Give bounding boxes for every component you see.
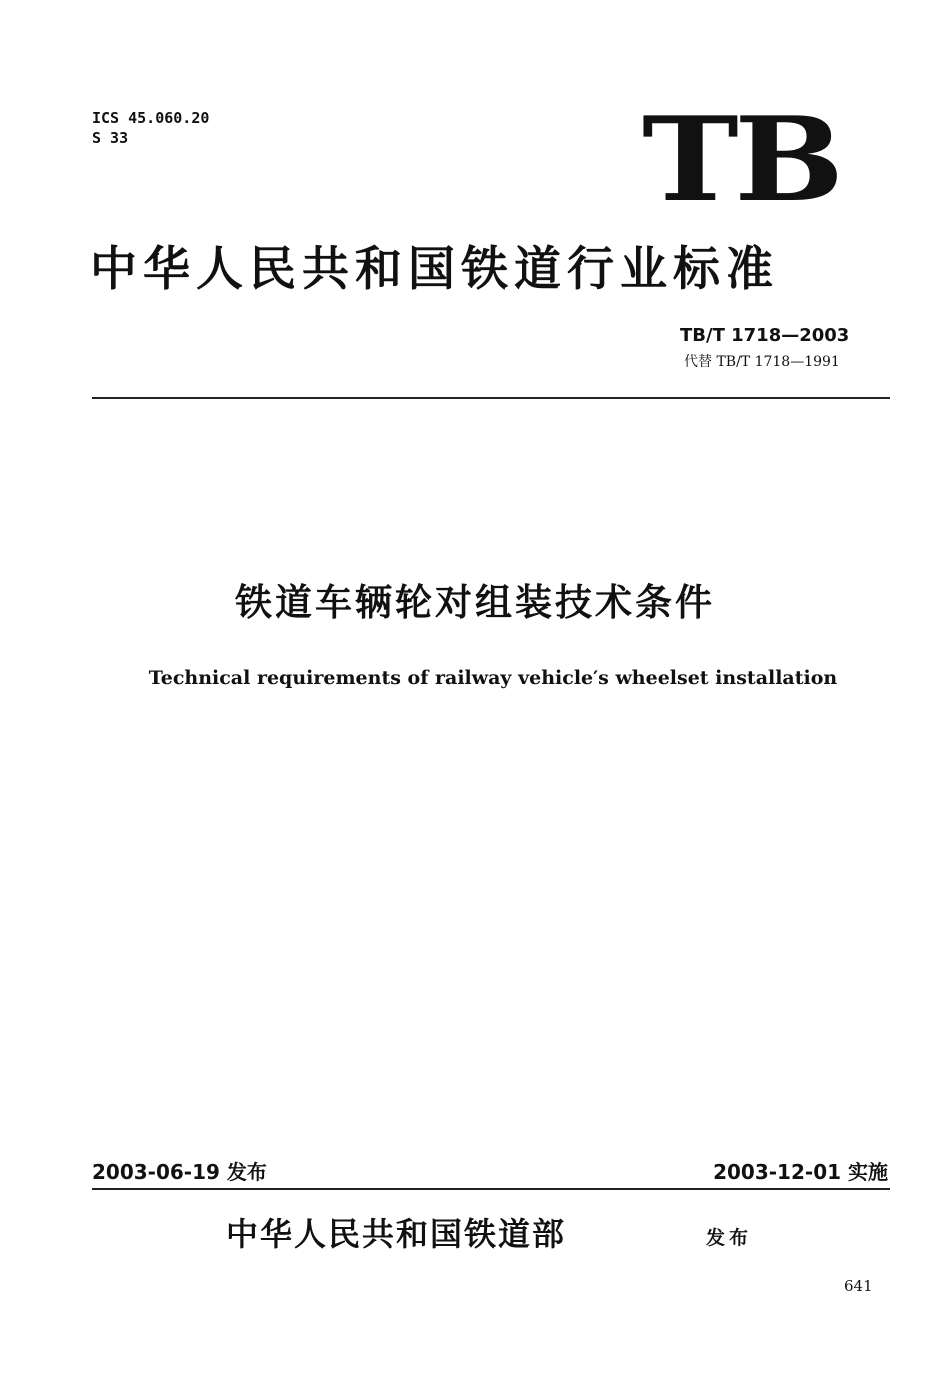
issuing-authority-suffix: 发布	[706, 1227, 753, 1249]
effective-date: 2003-12-01 实施	[713, 1160, 888, 1184]
classification-codes	[92, 108, 209, 148]
page-number: 641	[844, 1277, 873, 1295]
bottom-divider	[92, 1188, 890, 1190]
issuing-authority: 中华人民共和国铁道部	[226, 1215, 567, 1253]
issue-date: 2003-06-19 发布	[92, 1160, 267, 1184]
top-divider	[92, 397, 890, 399]
standard-number: TB/T 1718—2003	[680, 325, 850, 346]
replaces-standard: 代替 TB/T 1718—1991	[684, 354, 840, 370]
document-title-chinese: 铁道车辆轮对组装技术条件	[235, 581, 715, 624]
industry-standard-title: 中华人民共和国铁道行业标准	[90, 242, 779, 297]
document-title-english: Technical requirements of railway vehicle′s wheelset installation	[148, 667, 838, 689]
standard-mark: TB	[642, 92, 840, 228]
ics-code: ICS 45.060.20	[92, 109, 210, 127]
category-code: S 33	[92, 129, 129, 147]
